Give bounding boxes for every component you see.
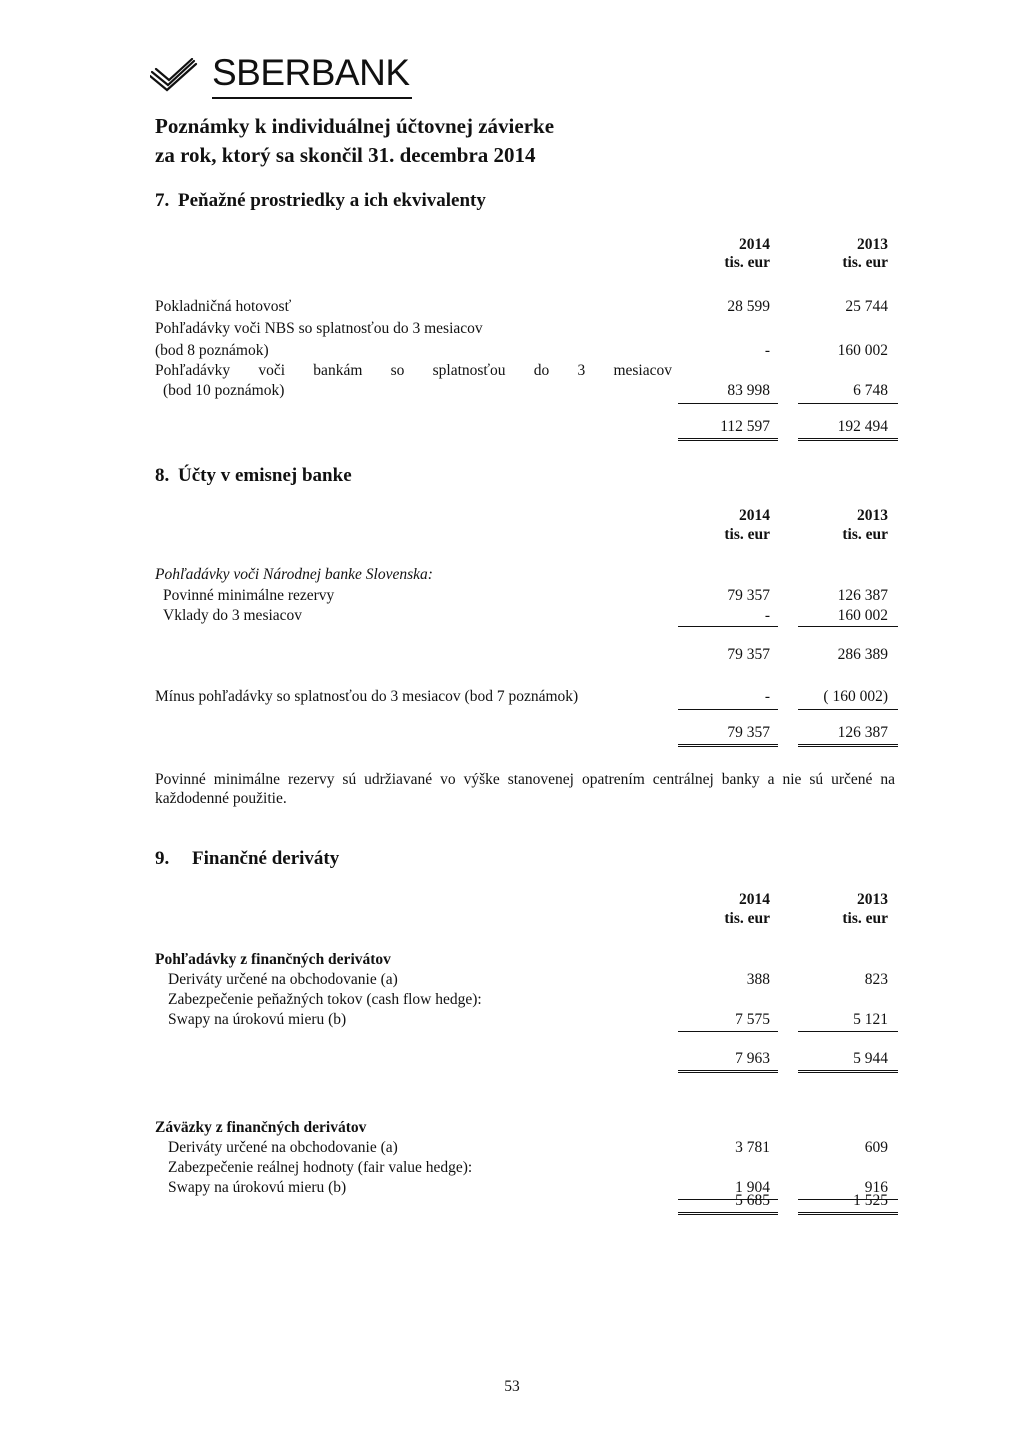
- section9-title: Finančné deriváty: [192, 848, 340, 869]
- s8-minus-2013: ( 160 002): [823, 688, 888, 705]
- s9-assets-row3-2013: 5 121: [853, 1011, 888, 1028]
- section7-title: Peňažné prostriedky a ich ekvivalenty: [178, 190, 486, 211]
- s7-row1-label: Pokladničná hotovosť: [155, 298, 292, 315]
- s9-liab-double-line-2014: [678, 1212, 778, 1215]
- s8-double-line-2013: [798, 744, 898, 747]
- s9-liab-double-line-2013: [798, 1212, 898, 1215]
- s7-row2-label: Pohľadávky voči NBS so splatnosťou do 3 mesiacov: [155, 320, 483, 337]
- s8-row1-2013: 126 387: [837, 587, 888, 604]
- s8-subtotal-2014: 79 357: [727, 646, 770, 663]
- s9-assets-underline-2013: [798, 1031, 898, 1032]
- s9-assets-double-line-2013: [798, 1070, 898, 1073]
- s8-double-line-2014: [678, 744, 778, 747]
- s7-row3-2014: 83 998: [727, 382, 770, 399]
- s9-liab-row1-2013: 609: [864, 1139, 888, 1156]
- s8-col-2014: 2014: [739, 507, 770, 524]
- s8-row2-2013: 160 002: [837, 607, 888, 624]
- s8-unit-2014: tis. eur: [724, 526, 770, 543]
- s7-total-2014: 112 597: [720, 418, 770, 435]
- s8-total-2014: 79 357: [727, 724, 770, 741]
- s8-underline1-2014: [678, 626, 778, 627]
- s7-unit-2014: tis. eur: [724, 254, 770, 271]
- s8-row1-2014: 79 357: [727, 587, 770, 604]
- s8-minus-label: Mínus pohľadávky so splatnosťou do 3 mesiacov (bod 7 poznámok): [155, 688, 579, 705]
- s9-assets-row1-2014: 388: [746, 971, 770, 988]
- s8-col-2013: 2013: [857, 507, 888, 524]
- s8-unit-2013: tis. eur: [842, 526, 888, 543]
- sberbank-logo-icon: [150, 58, 198, 92]
- s7-row2-2013: 160 002: [837, 342, 888, 359]
- section9-number: 9.: [155, 848, 170, 869]
- s9-col-2013: 2013: [857, 891, 888, 908]
- document-title-line2: za rok, ktorý sa skončil 31. decembra 2014: [155, 143, 536, 167]
- s8-note-paragraph: Povinné minimálne rezervy sú udržiavané vo výške stanovenej opatrením centrálnej banky a nie sú určené na každodenné použitie.: [155, 771, 895, 807]
- s8-subtotal-2013: 286 389: [837, 646, 888, 663]
- s9-liab-heading: Záväzky z finančných derivátov: [155, 1119, 367, 1136]
- section7-number: 7.: [155, 190, 170, 211]
- s9-assets-row1-label: Deriváty určené na obchodovanie (a): [168, 971, 398, 988]
- s7-total-2013: 192 494: [837, 418, 888, 435]
- s9-assets-double-line-2014: [678, 1070, 778, 1073]
- s7-underline-2014: [678, 403, 778, 404]
- s9-liab-total-2013: 1 525: [853, 1192, 888, 1209]
- s9-assets-row3-label: Swapy na úrokovú mieru (b): [168, 1011, 347, 1028]
- s9-unit-2013: tis. eur: [842, 910, 888, 927]
- s9-liab-total-2014: 5 685: [735, 1192, 770, 1209]
- s8-group-label: Pohľadávky voči Národnej banke Slovenska:: [155, 566, 433, 583]
- s7-double-line-2014: [678, 438, 778, 441]
- document-title-line1: Poznámky k individuálnej účtovnej závierke: [155, 114, 555, 138]
- s7-row2-2014: -: [764, 342, 770, 359]
- s9-assets-row2-label: Zabezpečenie peňažných tokov (cash flow hedge):: [168, 991, 482, 1008]
- s9-unit-2014: tis. eur: [724, 910, 770, 927]
- s8-total-2013: 126 387: [837, 724, 888, 741]
- section8-number: 8.: [155, 465, 170, 486]
- bank-name: SBERBANK: [212, 52, 410, 93]
- s8-underline2-2014: [678, 709, 778, 710]
- s9-liab-row3-label: Swapy na úrokovú mieru (b): [168, 1179, 347, 1196]
- s8-underline2-2013: [798, 709, 898, 710]
- s9-assets-heading: Pohľadávky z finančných derivátov: [155, 951, 391, 968]
- s7-row3-2013: 6 748: [853, 382, 888, 399]
- s7-row1-2014: 28 599: [727, 298, 770, 315]
- s7-row2-label2: (bod 8 poznámok): [155, 342, 269, 359]
- s9-liab-row3-2014: 1 904: [735, 1179, 770, 1196]
- s9-assets-row1-2013: 823: [864, 971, 888, 988]
- s9-assets-underline-2014: [678, 1031, 778, 1032]
- page-number: 53: [504, 1378, 520, 1395]
- s9-assets-total-2014: 7 963: [735, 1050, 770, 1067]
- s7-unit-2013: tis. eur: [842, 254, 888, 271]
- s7-double-line-2013: [798, 438, 898, 441]
- brand-underline: [212, 97, 412, 99]
- s7-row3-label: Pohľadávky voči bankám so splatnosťou do 3 mesiacov: [155, 362, 672, 379]
- section8-title: Účty v emisnej banke: [178, 465, 352, 486]
- s9-assets-row3-2014: 7 575: [735, 1011, 770, 1028]
- s9-liab-row1-label: Deriváty určené na obchodovanie (a): [168, 1139, 398, 1156]
- s8-row1-label: Povinné minimálne rezervy: [163, 587, 335, 604]
- s7-underline-2013: [798, 403, 898, 404]
- s9-col-2014: 2014: [739, 891, 770, 908]
- s7-col-2013: 2013: [857, 236, 888, 253]
- s7-row3-label2: (bod 10 poznámok): [163, 382, 285, 399]
- s8-minus-2014: -: [764, 688, 770, 705]
- s8-underline1-2013: [798, 626, 898, 627]
- s9-liab-row2-label: Zabezpečenie reálnej hodnoty (fair value hedge):: [168, 1159, 473, 1176]
- s9-liab-row3-2013: 916: [864, 1179, 888, 1196]
- s9-liab-row1-2014: 3 781: [735, 1139, 770, 1156]
- s9-assets-total-2013: 5 944: [853, 1050, 888, 1067]
- s7-col-2014: 2014: [739, 236, 770, 253]
- s7-row1-2013: 25 744: [845, 298, 888, 315]
- s8-row2-2014: -: [764, 607, 770, 624]
- s8-row2-label: Vklady do 3 mesiacov: [163, 607, 303, 624]
